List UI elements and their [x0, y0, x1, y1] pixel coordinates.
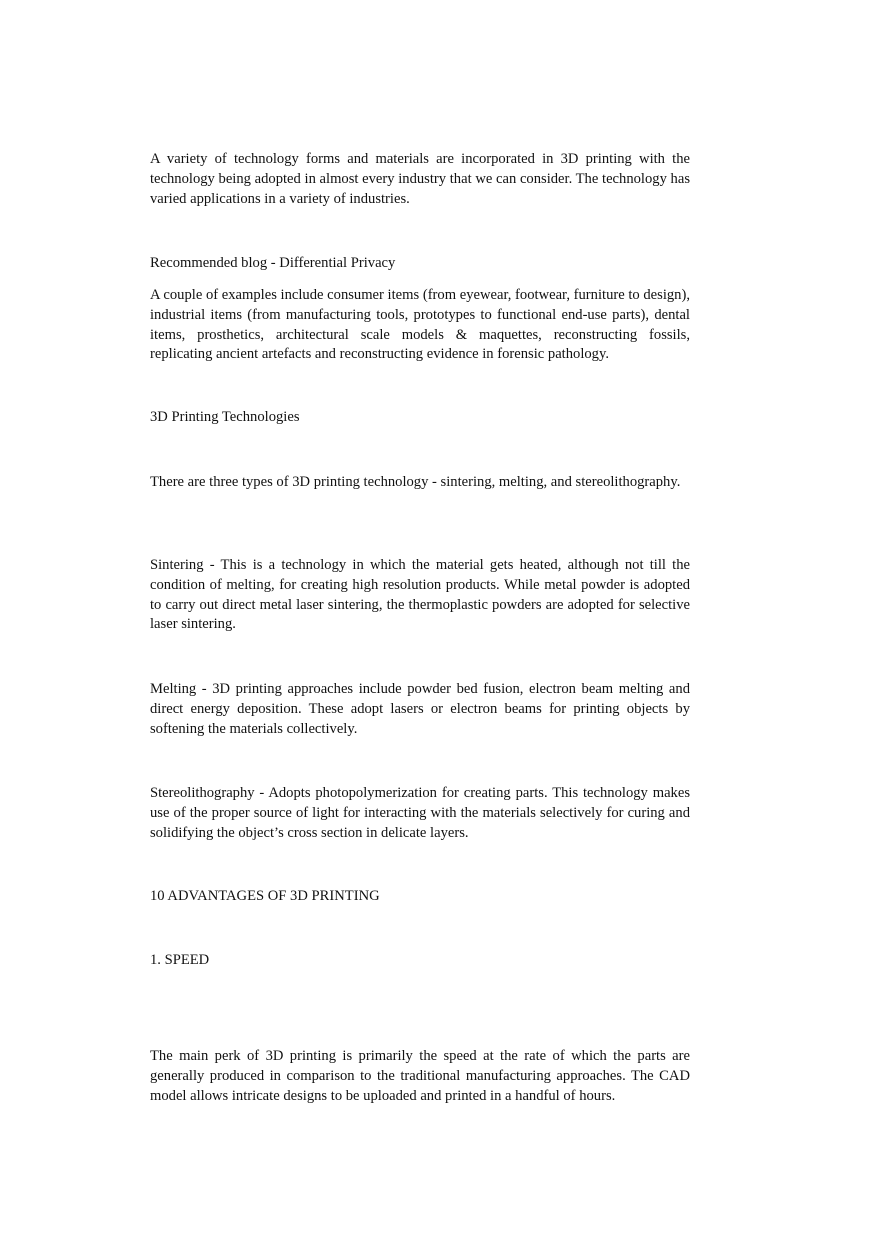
three-types-paragraph: There are three types of 3D printing technology - sintering, melting, and stereolithography.	[150, 474, 681, 490]
sintering-paragraph: Sintering - This is a technology in which the material gets heated, although not till the condition of melting, for creating high resolution products. While metal powder is adopted to carry out direct metal laser sintering, the thermoplastic powders are adopted for selective laser sintering.	[150, 557, 690, 633]
intro-paragraph: A variety of technology forms and materials are incorporated in 3D printing with the technology being adopted in almost every industry that we can consider. The technology has varied applications in a variety of industries.	[150, 151, 690, 207]
advantages-heading: 10 ADVANTAGES OF 3D PRINTING	[150, 888, 380, 904]
technologies-heading: 3D Printing Technologies	[150, 409, 300, 425]
recommended-blog-line: Recommended blog - Differential Privacy	[150, 255, 396, 271]
speed-paragraph: The main perk of 3D printing is primarily the speed at the rate of which the parts are generally produced in comparison to the traditional manufacturing approaches. The CAD model allows intricate designs to be uploaded and printed in a handful of hours.	[150, 1048, 690, 1104]
examples-paragraph: A couple of examples include consumer items (from eyewear, footwear, furniture to design), industrial items (from manufacturing tools, prototypes to functional end-use parts), dental items, prosthetics, architectural scale models & maquettes, reconstructing fossils, replicating ancient artefacts and reconstructing evidence in forensic pathology.	[150, 287, 690, 363]
speed-heading: 1. SPEED	[150, 952, 210, 968]
stereolithography-paragraph: Stereolithography - Adopts photopolymerization for creating parts. This technology makes use of the proper source of light for interacting with the materials selectively for curing and solidifying the object’s cross section in delicate layers.	[150, 785, 690, 841]
melting-paragraph: Melting - 3D printing approaches include powder bed fusion, electron beam melting and direct energy deposition. These adopt lasers or electron beams for printing objects by softening the materials collectively.	[150, 681, 690, 737]
